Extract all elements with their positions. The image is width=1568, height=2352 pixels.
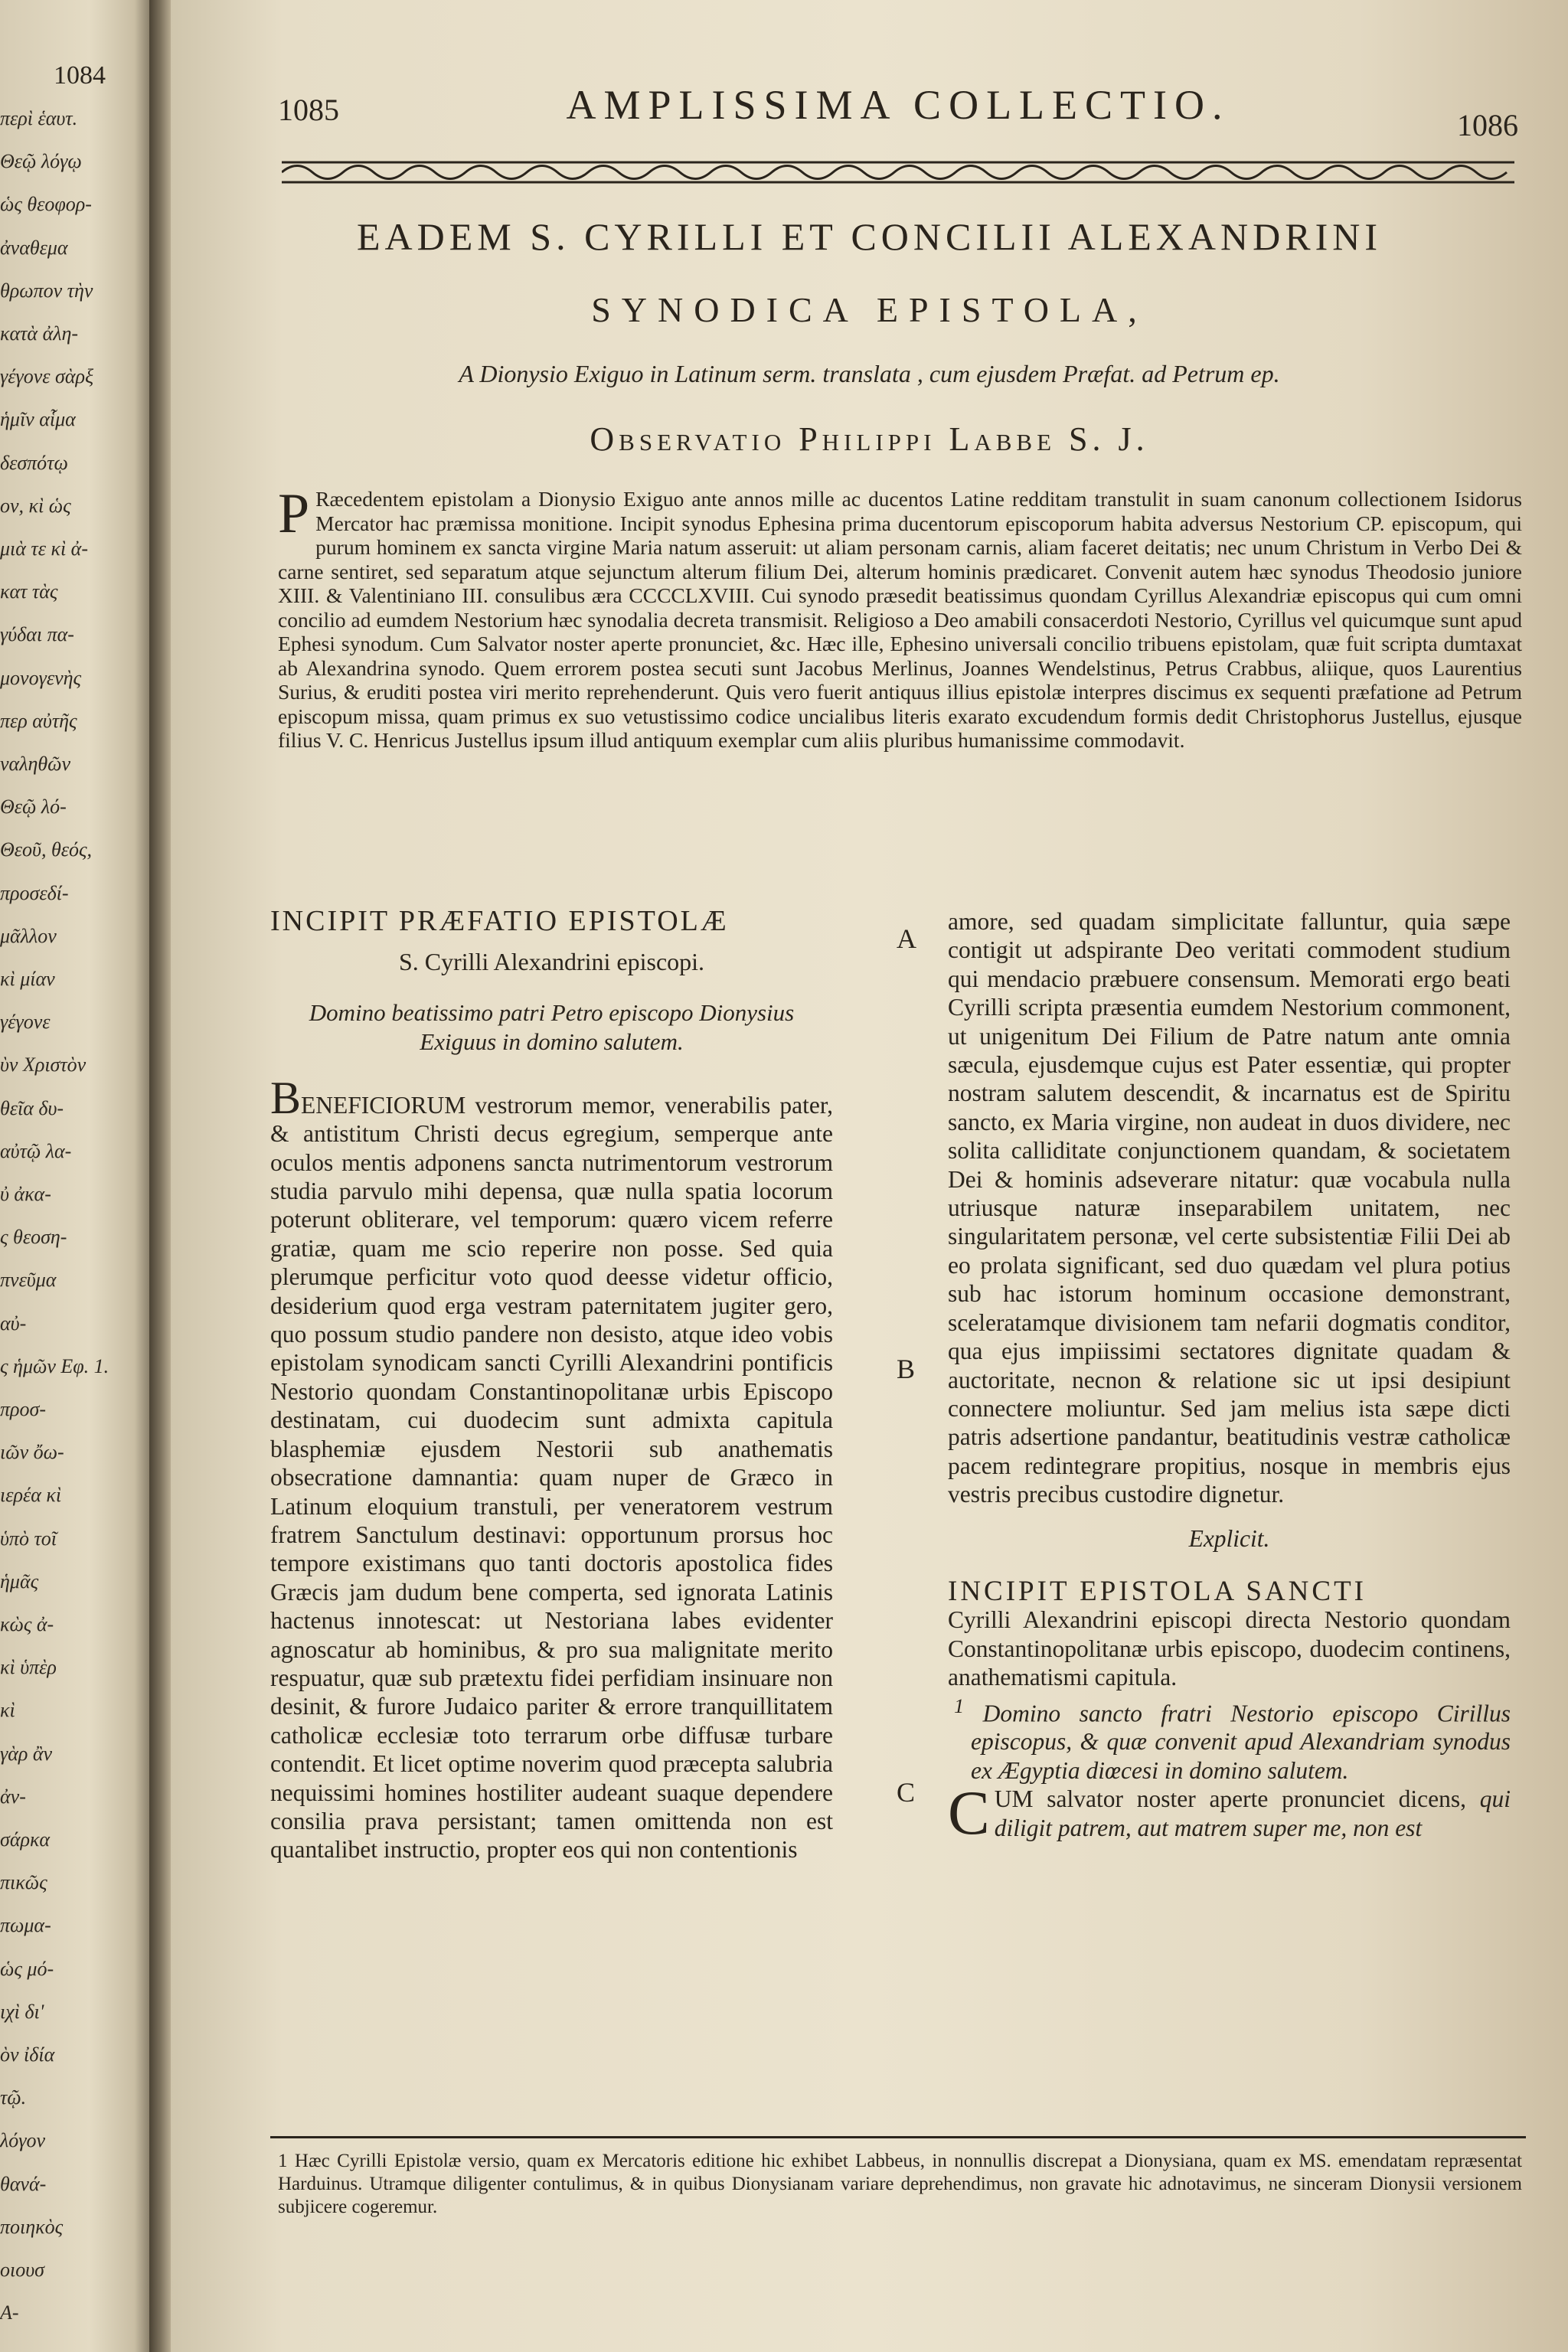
left-page-line: πωμα-	[0, 1914, 51, 1937]
left-page-line: οιουσ	[0, 2259, 44, 2281]
left-page-line: προσ-	[0, 1398, 46, 1420]
left-page-line: Θεῷ λό-	[0, 795, 67, 818]
left-page-line: ιῶν ὄω-	[0, 1441, 64, 1464]
left-page-line: λόγον	[0, 2129, 46, 2152]
left-page-line: Θεῷ λόγῳ	[0, 150, 82, 173]
left-page-line: ὡς θεοφορ-	[0, 193, 92, 216]
left-page-line: ιχὶ δι'	[0, 2000, 44, 2023]
main-title: EADEM S. CYRILLI ET CONCILII ALEXANDRINI	[357, 215, 1382, 258]
epistola-first-line: salvator noster aperte pronunciet dicens,	[1047, 1785, 1466, 1813]
praefatio-text: vestrorum memor, venerabilis pater, & antistitum Christi decus egregium, semperque ante oculos mentis adponens sancta nutrimentorum vestrorum studia parvulo mihi depensa, quæ nulla spatia locorum poterunt obliterare, vel temporum: quæro vicem referre gratiæ, quam me scio reperire non posse. Sed quia plerumque perficitur voto quod deesse videtur officio, desiderium quod erga vestram paternitatem jugiter gero, quo possum studio pandere non desisto, atque ideo vobis epistolam synodicam sancti Cyrilli Alexandrini pontificis Nestorio quondam Constantinopolitanæ urbis Episcopo destinatam, cui duodecim sunt admixta capitula blasphemiæ ejusdem Nestorii sub anathematis obsecratione damnantia: quam nuper de Græco in Latinum eloquium transtuli, per veneratorem vestrum fratrem Sanctulum destinavi: opportunum prorsus hoc tempore existimans quo tanti doctoris apostolica fides Græcis jam dudum bene comperta, sed ignorata Latinis hactenus innotescat: ut Nestoriana labes evidenter agnoscatur ab hominibus, & pro sua malignitate merito respuatur, quæ sub prætextu fidei perfidiam insinuare non desinit, & furore Judaico pariter & errore tranquillitatem catholicæ ecclesiæ toto terrarum orbe diffusæ turbare contendit. Et licet optime noverim quod præcepta salubria nequissimi homines hostiliter audeant suaque dependere consilia prava persistant; tamen omittenda non est quantalibet instructio, propter eos qui non contentionis	[270, 1091, 833, 1864]
explicit-label: Explicit.	[1188, 1524, 1270, 1552]
left-page-line: μιὰ τε κὶ ἀ-	[0, 537, 88, 560]
left-page-line: κὶ ὑπὲρ	[0, 1656, 57, 1679]
praefatio-first-word: ENEFICIORUM	[301, 1091, 466, 1119]
left-page-line: πνεῦμα	[0, 1269, 57, 1292]
intro-drop-cap: P	[278, 482, 310, 545]
epistola-quote: qui diligit patrem, aut matrem super me, non est	[994, 1785, 1511, 1841]
left-page-line: μᾶλλον	[0, 924, 57, 947]
margin-marker-c: C	[897, 1777, 916, 1808]
left-page-number: 1084	[54, 61, 106, 90]
ornamental-rule	[282, 153, 1514, 191]
left-page-line: δεσπότῳ	[0, 451, 68, 474]
epistola-opening	[948, 1778, 1511, 1848]
footnote	[278, 2150, 1522, 2219]
margin-marker-a: A	[897, 923, 916, 954]
left-page-line: πικῶς	[0, 1871, 47, 1894]
epistola-dedication	[948, 1692, 1511, 1785]
right-page	[171, 0, 1568, 2352]
left-page-line: θεῖα δυ-	[0, 1096, 64, 1119]
running-title: AMPLISSIMA COLLECTIO.	[566, 82, 1230, 128]
left-page-line: ς ἡμῶν Εφ. 1.	[0, 1354, 109, 1377]
observatio-heading: Observatio Philippi Labbe S. J.	[590, 420, 1149, 458]
left-page-line: Θεοῦ, θεός,	[0, 838, 93, 861]
left-page-line: κὼς ἀ-	[0, 1613, 54, 1635]
left-page-line: αὐ-	[0, 1312, 27, 1334]
left-page-line: ὑπὸ τοῖ	[0, 1527, 57, 1550]
left-page-line: κατὰ ἀλη-	[0, 322, 79, 345]
left-page-line: κατ τὰς	[0, 580, 58, 603]
praefatio-body	[270, 1072, 833, 1864]
footnote-ref: 1	[954, 1694, 965, 1717]
left-page-line: γέγονε σὰρξ	[0, 365, 94, 388]
left-page-line: κὶ	[0, 1699, 15, 1722]
left-page-line: ὸν ἰδία	[0, 2043, 55, 2066]
epistola-heading: INCIPIT EPISTOLA SANCTI	[948, 1575, 1367, 1607]
praefatio-heading: INCIPIT PRÆFATIO EPISTOLÆ	[270, 905, 729, 937]
left-page-line: ἡμᾶς	[0, 1570, 39, 1592]
left-page-line: A-	[0, 2301, 19, 2324]
left-page-line: σάρκα	[0, 1828, 51, 1851]
left-page-line: ὐ ἀκα-	[0, 1183, 51, 1205]
right-column	[948, 907, 1511, 1848]
praefatio-subheading: S. Cyrilli Alexandrini episcopi.	[398, 948, 705, 976]
left-page-line: προσεδί-	[0, 881, 69, 904]
footnote-text: Hæc Cyrilli Epistolæ versio, quam ex Mercatoris editione hic exhibet Labbeus, in nonnullis discrepat a Dionysiana, quam ex MS. emendatam repræsentat Harduinus. Utramque diligenter contulimus, & in quibus Dionysianam variare deprehendimus, non gravate hic adnotavimus, ne sinceram Dionysii versionem subjicere cogeremur.	[278, 2151, 1523, 2217]
left-page-line: τῷ.	[0, 2086, 27, 2109]
page-number-right: 1086	[1457, 108, 1518, 142]
epistola-first-word: UM	[994, 1785, 1034, 1813]
praefatio-continuation: amore, sed quadam simplicitate falluntur, quia sæpe contigit ut adspirante Deo veritati commodent studium qui mendacio præbuere consensum. Memorati ergo beati Cyrilli scripta præsentia eumdem Nestorium commonent, ut unigenitum Dei Filium de Patre natum ante omnia sæcula, ejusdemque cujus est Pater essentiæ, qui propter nostram salutem descendit, & incarnatus est de Spiritu sancto, ex Maria virgine, non audeat in duos dividere, nec solita calliditate conjunctionem quandam, & societatem Dei & hominis adseverare nitatur: quæ vocabula nulla utriusque naturæ inseparabilem unitatem, nec singularitatem personæ, vel certe subsistentiæ Filii Dei ab eo prolata significant, sed duo quædam vel plura potius sub hac istorum hominum occasione demonstrant, sceleratamque divisionem tam nefarii dogmatis conditor, qua ejus impiissimi sectatores dignitate quadam & auctoritate, necnon & relatione sic ut ipsi desipiunt connectere moliuntur. Sed jam melius ista sæpe dicti patris adsertione pandantur, beatitudinis vestræ catholicæ pacem redintegrare propitius, nosque in membris ejus vestris precibus custodire dignetur.	[948, 908, 1511, 1508]
margin-marker-b: B	[897, 1354, 916, 1384]
left-page-line: θρωπον τὴν	[0, 279, 93, 302]
main-title-line-2: SYNODICA EPISTOLA,	[591, 290, 1148, 329]
left-column	[270, 907, 833, 1864]
left-page-line: ιερέα κὶ	[0, 1484, 62, 1507]
left-page-line: ἀν-	[0, 1785, 26, 1808]
left-page-line: ς θεοση-	[0, 1226, 67, 1249]
epistola-dedication-text: Domino sancto fratri Nestorio episcopo Cirillus episcopus, & quæ convenit apud Alexandriam synodus ex Ægyptia diœcesi in domino salutem.	[971, 1700, 1511, 1784]
translation-subtitle: A Dionysio Exiguo in Latinum serm. translata , cum ejusdem Præfat. ad Petrum ep.	[459, 360, 1280, 387]
left-page-line: ὡς μό-	[0, 1957, 54, 1980]
left-page-line: μονογενὴς	[0, 666, 82, 689]
book-gutter	[149, 0, 171, 2352]
left-facing-page	[0, 0, 149, 2352]
left-page-line: ὺν Χριστὸν	[0, 1054, 87, 1076]
left-page-line: θανά-	[0, 2172, 47, 2195]
praefatio-dedication: Domino beatissimo patri Petro episcopo Dionysius Exiguus in domino salutem.	[309, 998, 795, 1055]
page-header	[278, 77, 1518, 142]
left-page-line: ποιηκὸς	[0, 2215, 64, 2238]
observatio-text	[278, 482, 1522, 753]
left-page-line: περὶ ἑαυτ.	[0, 107, 78, 129]
left-page-line: ἡμῖν αἷμα	[0, 408, 76, 431]
left-page-line: ἀναθεμα	[0, 236, 68, 259]
left-page-line: ναληθῶν	[0, 753, 71, 775]
left-page-line: γύδαι πα-	[0, 623, 74, 646]
left-page-line: ον, κὶ ὡς	[0, 494, 71, 517]
left-page-line: αὐτῷ λα-	[0, 1139, 72, 1162]
left-page-line: γὰρ ἂν	[0, 1742, 53, 1765]
intro-body: Ræcedentem epistolam a Dionysio Exiguo ante annos mille ac ducentos Latine redditam transtulit in suam canonum collectionem Isidorus Mercator hac præmissa monitione. Incipit synodus Ephesina prima ducentorum episcoporum habita adversus Nestorium CP. episcopum, qui purum hominem ex sancta virgine Maria natum asseruit: ut aliam personam carnis, aliam faceret deitatis; nec unum Christum in Verbo Dei & carne sentiret, sed separatum atque sejunctum alterum filium Dei, alterum hominis prædicaret. Convenit autem hæc synodus Theodosio juniore XIII. & Valentiniano III. consulibus æra CCCCLXVIII. Cui synodo præsedit beatissimus quondam Cyrillus Alexandriæ episcopus qui cum omni concilio ad eumdem Nestorium hæc synodalia decreta transmisit. Religioso a Deo amabili consacerdoti Nestorio, Cyrillus vel quicumque sunt apud Ephesi synodum. Cum Salvator noster aperte pronunciet, &c. Hæc ille, Ephesino universali concilio tribuens epistolam, quæ fuit scripta dumtaxat ab Alexandrina synodo. Quem errorem postea secuti sunt Jacobus Merlinus, Joannes Wendelstinus, Petrus Crabbus, aliique, quos Laurentius Surius, & eruditi postea viri merito reprehenderunt. Quis vero fuerit antiquus illius epistolæ interpres discimus ex sequenti præfatione ad Petrum episcopum missa, quam primus ex suo vetustissimo codice uncialibus literis exarato excudendum formis dedit Christophorus Justellus, ejusque filius V. C. Henricus Justellus ipsum illud antiquum exemplar cum aliis pluribus humanissime commodavit.	[278, 487, 1522, 752]
footnote-mark: 1	[278, 2151, 288, 2171]
left-page-line: κὶ μίαν	[0, 968, 55, 990]
footnote-rule	[270, 2136, 1526, 2138]
two-column-body	[270, 907, 1526, 2132]
left-page-line: γέγονε	[0, 1011, 51, 1034]
left-page-line: περ αὐτῆς	[0, 709, 77, 732]
praefatio-drop-cap: B	[270, 1072, 302, 1123]
epistola-heading-rest: Cyrilli Alexandrini episcopi directa Nestorio quondam Constantinopolitanæ urbis episcopo, duodecim continens, anathematismi capitula.	[948, 1606, 1511, 1691]
page-number-left: 1085	[278, 93, 339, 127]
epistola-drop-cap: C	[948, 1778, 990, 1848]
